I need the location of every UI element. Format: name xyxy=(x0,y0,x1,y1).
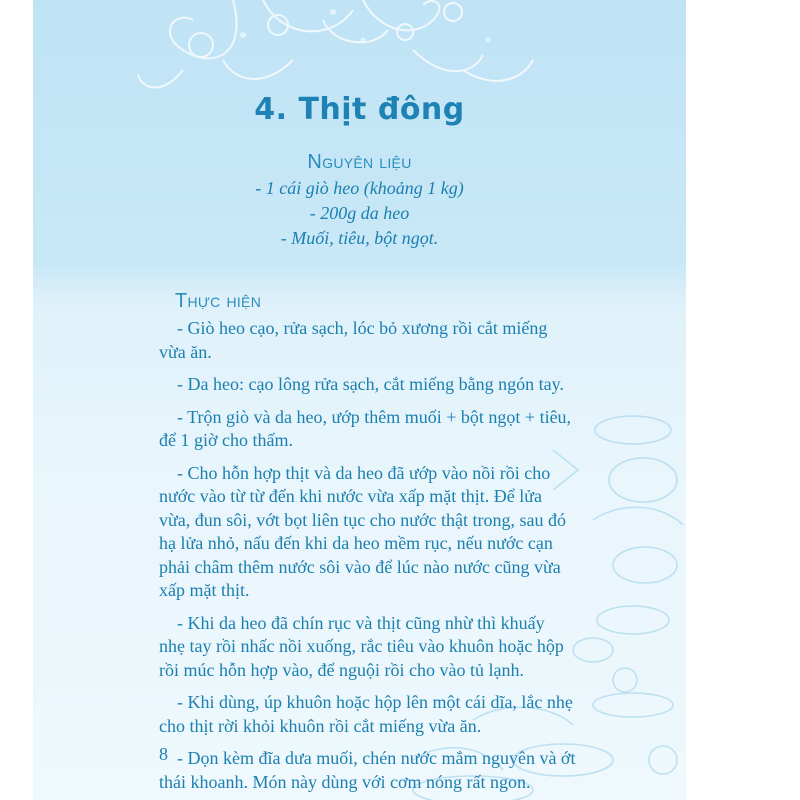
step-line: - Giò heo cạo, rửa sạch, lóc bỏ xương rồi cắt miếng xyxy=(177,318,548,338)
ingredient-item: - 200g da heo xyxy=(309,203,410,223)
step-line: thái khoanh. Món này dùng với cơm nóng rất ngon. xyxy=(159,771,531,792)
cookbook-page xyxy=(33,0,686,800)
step-line: xấp mặt thịt. xyxy=(159,580,250,600)
step-line: - Trộn giò và da heo, ướp thêm muối + bột ngọt + tiêu, xyxy=(177,406,572,427)
ingredients-list xyxy=(33,176,686,251)
instruction-step xyxy=(159,612,641,683)
ingredient-item: - Muối, tiêu, bột ngọt. xyxy=(280,228,439,248)
instruction-step xyxy=(159,406,641,453)
step-line: - Khi da heo đã chín rục và thịt cũng nhừ thì khuấy xyxy=(177,612,545,633)
instruction-step xyxy=(159,462,641,603)
step-line: để 1 giờ cho thấm. xyxy=(159,430,293,450)
step-line: rồi múc hỗn hợp vào, để nguội rồi cho vào tủ lạnh. xyxy=(159,659,524,680)
step-line: phải châm thêm nước sôi vào để lúc nào nước cũng vừa xyxy=(159,556,561,577)
step-line: vừa, đun sôi, vớt bọt liên tục cho nước thật trong, sau đó xyxy=(159,509,566,530)
step-line: hạ lửa nhỏ, nấu đến khi da heo mềm rục, nếu nước cạn xyxy=(159,533,553,553)
instructions-heading: Thực hiện xyxy=(175,290,262,312)
instructions-list xyxy=(159,317,641,800)
step-line: nhẹ tay rồi nhấc nồi xuống, rắc tiêu vào khuôn hoặc hộp xyxy=(159,636,564,656)
step-line: nước vào từ từ đến khi nước vừa xấp mặt thịt. Để lửa xyxy=(159,486,542,506)
recipe-title: 4. Thịt đông xyxy=(254,92,465,127)
instruction-step xyxy=(159,373,641,397)
step-line: cho thịt rời khỏi khuôn rồi cắt miếng vừa ăn. xyxy=(159,715,482,736)
ingredients-heading: Nguyên liệu xyxy=(307,151,412,173)
step-line: - Dọn kèm đĩa dưa muối, chén nước mắm nguyên và ớt xyxy=(177,748,576,768)
step-line: - Khi dùng, úp khuôn hoặc hộp lên một cái dĩa, lắc nhẹ xyxy=(177,692,573,712)
instruction-step xyxy=(159,691,641,738)
instruction-step xyxy=(159,317,641,364)
page-number: 8 xyxy=(159,744,168,764)
ingredient-item: - 1 cái giò heo (khoảng 1 kg) xyxy=(255,178,464,198)
step-line: vừa ăn. xyxy=(159,341,212,362)
instruction-step xyxy=(159,747,641,794)
step-line: - Cho hỗn hợp thịt và da heo đã ướp vào nồi rồi cho xyxy=(177,462,551,483)
step-line: - Da heo: cạo lông rửa sạch, cắt miếng bằng ngón tay. xyxy=(177,374,564,394)
